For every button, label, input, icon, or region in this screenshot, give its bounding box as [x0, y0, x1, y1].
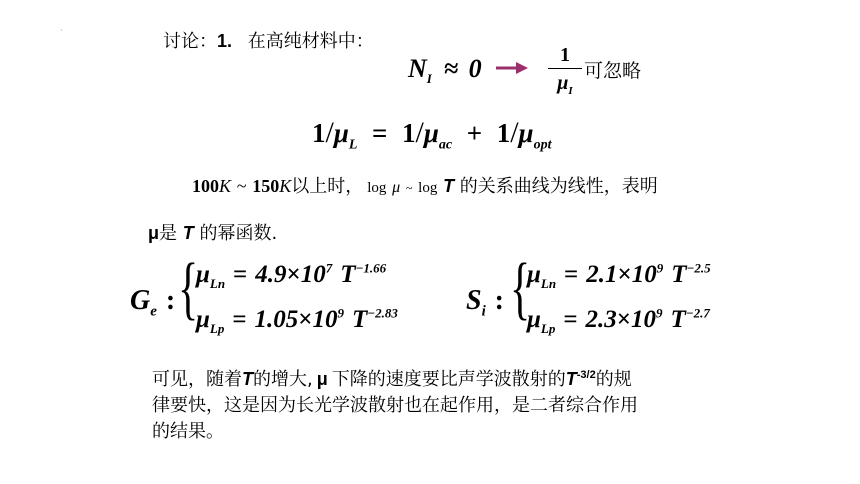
line3-t: T — [182, 223, 194, 243]
ge-l2-coef: 1.05 — [254, 306, 299, 333]
ge-l1-texp: −1.66 — [355, 260, 387, 276]
ge-l1-base: 10 — [300, 261, 326, 288]
log-tilde: ~ — [405, 181, 413, 195]
fraction-bar — [548, 68, 582, 69]
si-hole-equation — [527, 304, 710, 337]
corner-dot: · — [60, 26, 63, 35]
negligible-text: 可忽略 — [584, 60, 642, 82]
fraction-mu: μ — [557, 72, 569, 94]
zero-value: 0 — [468, 54, 482, 83]
si-l1-times: × — [617, 261, 632, 288]
ge-l2-mu: μ — [196, 306, 210, 333]
eq-lhs-sub: L — [348, 137, 358, 153]
eq-t2-sub: opt — [533, 137, 552, 153]
ge-l2-times: × — [298, 306, 313, 333]
power-function-line — [148, 219, 277, 245]
right-arrow-icon — [494, 60, 530, 76]
eq-lhs-mu: μ — [333, 118, 349, 148]
ge-l2-t: T — [351, 306, 368, 333]
si-l1-t: T — [671, 261, 687, 288]
ge-hole-equation — [196, 304, 398, 337]
log-t-label: log — [418, 180, 438, 196]
log-mu-symbol: μ — [392, 179, 401, 196]
conclusion-p1b: 的增大, — [253, 369, 313, 390]
si-l2-times: × — [616, 306, 632, 333]
si-subscript: i — [481, 303, 486, 320]
line2-text2: 的关系曲线为线性，表明 — [459, 176, 658, 197]
fraction-mu-sub: I — [568, 85, 573, 97]
conclusion-line-1 — [152, 362, 638, 393]
si-l2-sub: Lp — [540, 321, 556, 336]
si-colon: : — [494, 285, 504, 316]
eq-lhs-one: 1 — [312, 118, 326, 148]
conclusion-t2: T — [565, 369, 577, 389]
si-l1-sub: Ln — [540, 276, 557, 291]
conclusion-p1a: 可见，随着 — [152, 369, 242, 390]
intro-number: 1. — [217, 31, 233, 51]
eq-equals: = — [372, 118, 388, 148]
ge-subscript: e — [150, 303, 157, 320]
ge-l1-exp: 7 — [325, 260, 333, 276]
si-l1-mu: μ — [527, 261, 541, 288]
ge-l1-t: T — [340, 261, 356, 288]
conclusion-exp: -3/2 — [576, 369, 596, 381]
line3-text2: 的幂函数. — [199, 223, 278, 244]
ge-l1-coef: 4.9 — [255, 261, 287, 288]
si-l2-t: T — [670, 306, 686, 333]
ge-l1-times: × — [286, 261, 301, 288]
ge-symbol: G — [130, 285, 151, 316]
conclusion-p1d: 的规 — [595, 369, 632, 390]
ge-l2-eq: = — [232, 306, 247, 333]
line2-text1: 以上时， — [291, 176, 364, 197]
si-l1-exp: 9 — [656, 260, 664, 276]
line3-mu: μ — [148, 223, 160, 243]
ge-l2-sub: Lp — [209, 321, 225, 336]
eq-t2-mu: μ — [518, 118, 534, 148]
temp-low-value: 100 — [192, 176, 219, 196]
log-t-symbol: T — [443, 176, 455, 196]
mobility-equation: $1/\mu_L = 1/\mu_{ac} + 1/\mu_{opt}$ — [312, 116, 552, 153]
ge-electron-equation — [196, 259, 386, 292]
ge-l1-mu: μ — [196, 261, 210, 288]
si-l1-texp: −2.5 — [686, 260, 711, 276]
si-l2-coef: 2.3 — [585, 306, 617, 333]
ge-label — [130, 283, 175, 321]
si-l2-eq: = — [563, 306, 578, 333]
temp-low-unit: K — [219, 176, 232, 196]
si-l2-exp: 9 — [656, 305, 663, 321]
si-l2-texp: −2.7 — [685, 305, 710, 321]
conclusion-p1c: 下降的速度要比声学波散射的 — [331, 369, 566, 390]
ge-l2-base: 10 — [312, 306, 338, 333]
si-l1-eq: = — [564, 261, 579, 288]
si-electron-equation — [527, 259, 711, 292]
eq-t1-one: 1 — [402, 118, 416, 148]
intro-label: 讨论： — [163, 31, 217, 52]
si-brace: { — [510, 250, 531, 327]
intro-text: 在高纯材料中： — [247, 31, 374, 52]
ge-l1-eq: = — [233, 261, 248, 288]
ni-formula — [408, 54, 482, 87]
si-l1-base: 10 — [631, 261, 657, 288]
conclusion-t: T — [242, 369, 253, 389]
si-l2-base: 10 — [631, 306, 657, 333]
eq-t2-one: 1 — [496, 118, 511, 148]
conclusion-mu: μ — [316, 369, 328, 389]
ge-l2-exp: 9 — [337, 305, 345, 321]
eq-t1-sub: ac — [438, 137, 453, 153]
line3-text1: 是 — [159, 223, 178, 244]
eq-plus: + — [466, 118, 483, 148]
fraction-one-over-mu-i — [548, 44, 582, 102]
ge-brace: { — [178, 250, 199, 327]
temperature-range-line — [192, 172, 658, 198]
conclusion-line-2: 律要快，这是因为长光学波散射也在起作用，是二者综合作用 — [152, 395, 638, 416]
temp-high-unit: K — [279, 176, 292, 196]
eq-t1-mu: μ — [423, 118, 439, 148]
ge-l2-texp: −2.83 — [367, 305, 398, 321]
ge-colon: : — [165, 285, 176, 316]
approx-sign: ≈ — [444, 54, 459, 83]
si-symbol: S — [466, 285, 482, 316]
ge-l1-sub: Ln — [209, 276, 226, 291]
si-l1-coef: 2.1 — [586, 261, 618, 288]
temp-high-value: 150 — [252, 176, 280, 196]
si-l2-mu: μ — [527, 306, 541, 333]
ni-subscript: I — [426, 71, 432, 87]
ni-symbol: N — [408, 54, 427, 83]
si-label — [466, 283, 504, 321]
log-mu-label: log — [367, 180, 387, 196]
temp-range-tilde: ~ — [236, 176, 247, 196]
intro-line — [163, 27, 374, 53]
fraction-numerator: 1 — [560, 44, 570, 66]
conclusion-line-3: 的结果。 — [152, 421, 224, 442]
conclusion-paragraph — [152, 362, 638, 445]
